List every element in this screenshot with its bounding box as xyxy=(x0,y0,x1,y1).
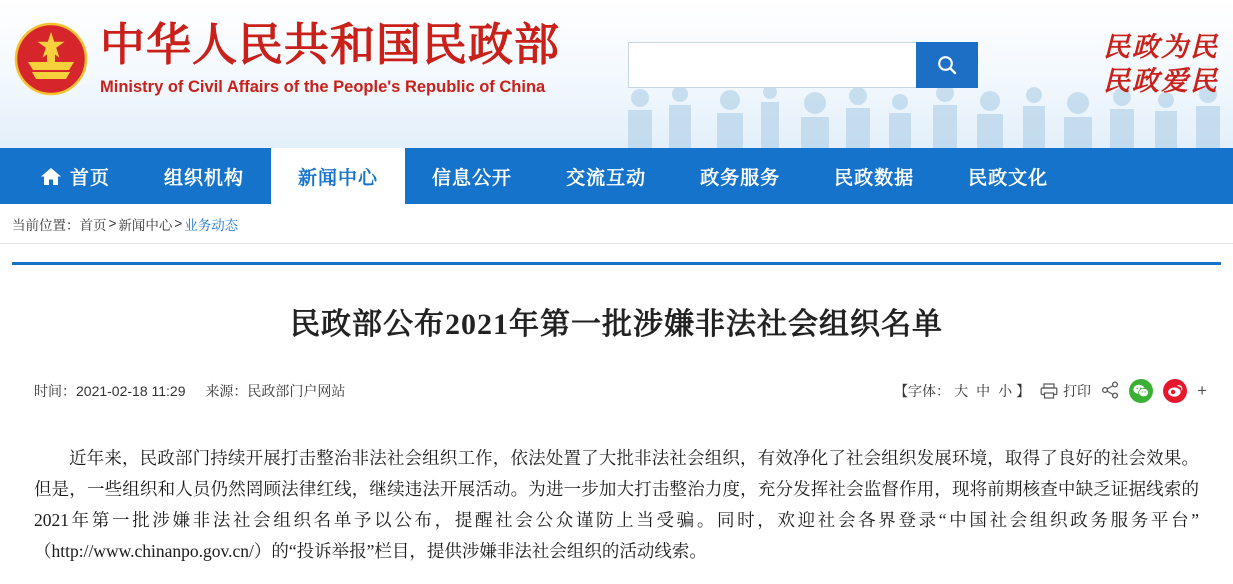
share-icon[interactable] xyxy=(1101,381,1119,402)
article-meta-left xyxy=(34,381,361,401)
print-button[interactable] xyxy=(1040,381,1091,401)
nav-item-interaction[interactable] xyxy=(539,148,673,204)
breadcrumb-item-business-news[interactable]: 业务动态 xyxy=(184,217,239,233)
printer-icon xyxy=(1040,383,1058,399)
article-source: 来源：民政部门户网站 xyxy=(205,383,346,399)
font-size-small[interactable]: 小 xyxy=(998,383,1013,399)
page-title: 民政部公布2021年第一批涉嫌非法社会组织名单 xyxy=(290,308,943,341)
nav-item-government-services-label: 政务服务 xyxy=(700,167,781,189)
nav-item-civil-affairs-data-label: 民政数据 xyxy=(834,167,915,189)
article-paragraph: 近年来，民政部门持续开展打击整治非法社会组织工作，依法处置了大批非法社会组织，有效净化了社会组织发展环境，取得了良好的社会效果。但是，一些组织和人员仍然罔顾法律红线，继续违法开展活动。为进一步加大打击整治力度，充分发挥社会监督作用，现将前期核查中缺乏证据线索的2021年第一批涉嫌非法社会组织名单予以公布，提醒社会公众谨防上当受骗。同时，欢迎社会各界登录“中国社会组织政务服务平台”（http://www.chinanpo.gov.cn/）的“投诉举报”栏目，提供涉嫌非法社会组织的活动线索。 xyxy=(34,448,1199,561)
font-size-label-end: 】 xyxy=(1016,383,1031,399)
breadcrumb-separator-2: > xyxy=(174,216,183,231)
nav-item-organization-label: 组织机构 xyxy=(164,167,245,189)
site-title-en: Ministry of Civil Affairs of the People's Republic of China xyxy=(100,78,546,96)
nav-item-government-services[interactable] xyxy=(673,148,807,204)
nav-item-civil-affairs-data[interactable] xyxy=(807,148,941,204)
search-icon xyxy=(936,54,958,76)
nav-item-information-disclosure-label: 信息公开 xyxy=(432,167,513,189)
article-container xyxy=(0,262,1233,567)
nav-item-information-disclosure[interactable] xyxy=(405,148,539,204)
article-top-divider xyxy=(12,262,1221,265)
weibo-icon[interactable] xyxy=(1163,379,1187,403)
more-share-button[interactable]: + xyxy=(1197,381,1207,400)
breadcrumb-item-news-center[interactable]: 新闻中心 xyxy=(118,217,173,233)
site-slogan xyxy=(1103,30,1219,98)
site-title-block xyxy=(100,18,560,98)
breadcrumb-separator-1: > xyxy=(108,216,117,231)
site-header xyxy=(0,0,1233,148)
search-button[interactable] xyxy=(916,42,978,88)
breadcrumb xyxy=(0,204,1233,244)
article-meta-row xyxy=(12,379,1221,403)
nav-item-civil-affairs-culture[interactable] xyxy=(941,148,1075,204)
font-size-label: 【字体： xyxy=(894,383,951,399)
font-size-large[interactable]: 大 xyxy=(954,383,969,399)
print-label: 打印 xyxy=(1063,383,1092,399)
font-size-medium[interactable]: 中 xyxy=(976,383,991,399)
font-size-control xyxy=(894,381,1030,401)
nav-item-home[interactable] xyxy=(18,148,137,204)
site-title-cn: 中华人民共和国民政部 xyxy=(100,20,561,70)
nav-item-news-center-label: 新闻中心 xyxy=(298,167,379,189)
national-emblem xyxy=(14,22,88,96)
breadcrumb-prefix: 当前位置： xyxy=(12,217,80,233)
search-input[interactable] xyxy=(628,42,916,88)
nav-item-organization[interactable] xyxy=(137,148,271,204)
nav-item-news-center[interactable] xyxy=(271,148,405,204)
wechat-icon[interactable] xyxy=(1129,379,1153,403)
slogan-line-2: 民政爱民 xyxy=(1103,66,1219,96)
breadcrumb-item-home[interactable]: 首页 xyxy=(79,217,107,233)
article-body xyxy=(12,443,1221,567)
nav-item-home-label: 首页 xyxy=(70,167,111,189)
article-tools xyxy=(894,379,1207,403)
slogan-line-1: 民政为民 xyxy=(1103,32,1219,62)
home-icon xyxy=(40,166,62,187)
main-navigation xyxy=(0,148,1233,204)
nav-item-interaction-label: 交流互动 xyxy=(566,167,647,189)
nav-item-civil-affairs-culture-label: 民政文化 xyxy=(968,167,1049,189)
site-search[interactable] xyxy=(628,42,978,88)
article-time: 时间：2021-02-18 11:29 xyxy=(34,383,186,399)
